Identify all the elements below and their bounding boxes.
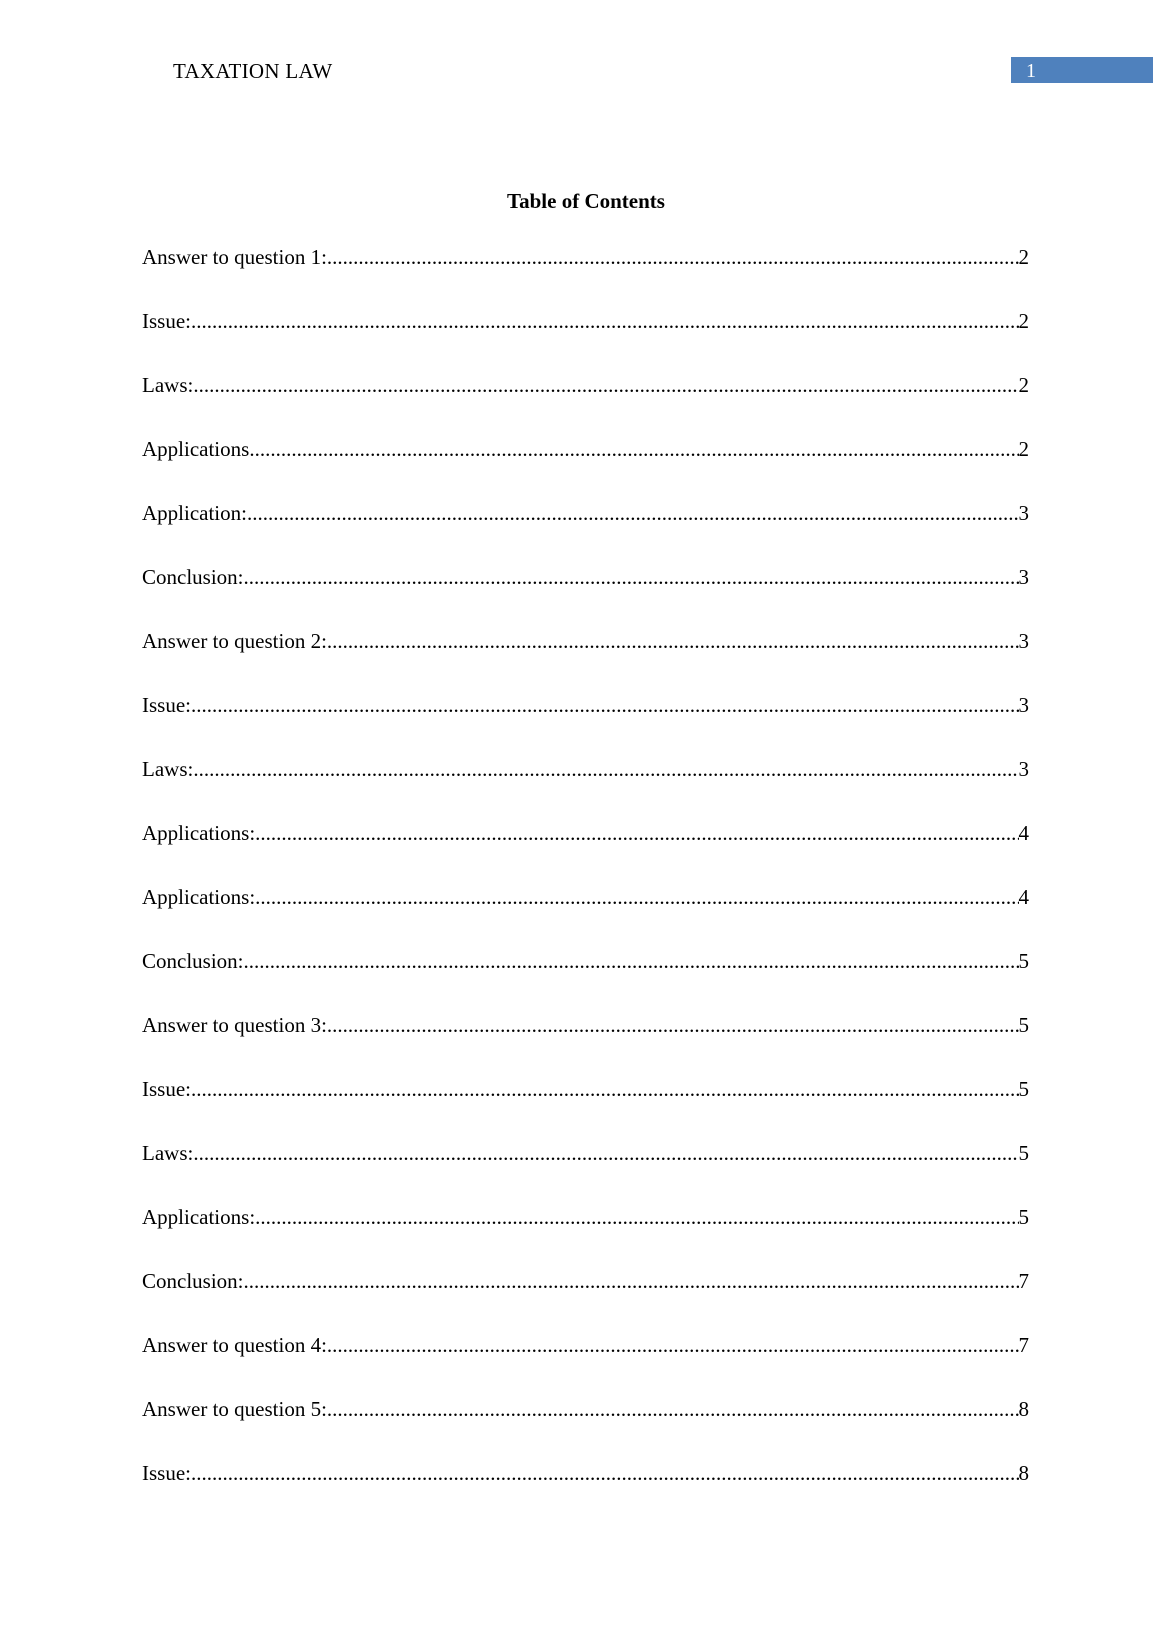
toc-entry-label: Answer to question 3:	[142, 1013, 327, 1037]
toc-entry-label: Application:	[142, 501, 247, 525]
toc-dot-leader	[191, 1459, 1019, 1487]
toc-entry-page: 3	[1018, 565, 1029, 589]
toc-entry[interactable]	[142, 819, 1029, 883]
toc-heading: Table of Contents	[507, 189, 665, 213]
toc-entry-page: 5	[1018, 1205, 1029, 1229]
toc-entry[interactable]	[142, 1203, 1029, 1267]
toc-entry[interactable]	[142, 243, 1029, 307]
toc-dot-leader	[247, 499, 1019, 527]
running-header-title: TAXATION LAW	[173, 59, 333, 83]
toc-entry[interactable]	[142, 435, 1029, 499]
toc-entry[interactable]	[142, 1075, 1029, 1139]
toc-entry-page: 2	[1018, 245, 1029, 269]
toc-entry-page: 7	[1018, 1333, 1029, 1357]
toc-entry-label: Applications:	[142, 821, 256, 845]
toc-entry[interactable]	[142, 1011, 1029, 1075]
toc-entry[interactable]	[142, 1331, 1029, 1395]
toc-entry-page: 2	[1018, 373, 1029, 397]
toc-entry-page: 5	[1018, 1013, 1029, 1037]
toc-entry[interactable]	[142, 1267, 1029, 1331]
toc-entry[interactable]	[142, 691, 1029, 755]
toc-entry-label: Answer to question 1:	[142, 245, 327, 269]
toc-dot-leader	[255, 1203, 1018, 1231]
toc-entry[interactable]	[142, 755, 1029, 819]
toc-dot-leader	[191, 1075, 1019, 1103]
toc-dot-leader	[327, 243, 1019, 271]
toc-dot-leader	[244, 563, 1019, 591]
toc-entry-page: 4	[1018, 821, 1029, 845]
toc-entry-page: 5	[1018, 949, 1029, 973]
toc-entry-page: 2	[1018, 437, 1029, 461]
toc-entry[interactable]	[142, 563, 1029, 627]
toc-dot-leader	[255, 883, 1018, 911]
toc-entry-page: 5	[1018, 1141, 1029, 1165]
toc-entry-page: 5	[1018, 1077, 1029, 1101]
toc-entry-label: Answer to question 5:	[142, 1397, 327, 1421]
toc-list	[142, 243, 1029, 1523]
toc-entry-label: Applications:	[142, 1205, 256, 1229]
toc-dot-leader	[327, 627, 1019, 655]
page-number-badge: 1	[1011, 57, 1153, 83]
toc-entry[interactable]	[142, 1459, 1029, 1523]
toc-dot-leader	[193, 371, 1018, 399]
toc-dot-leader	[327, 1331, 1019, 1359]
toc-entry-label: Applications:	[142, 885, 256, 909]
toc-entry[interactable]	[142, 499, 1029, 563]
toc-entry[interactable]	[142, 883, 1029, 947]
toc-entry-label: Answer to question 2:	[142, 629, 327, 653]
toc-dot-leader	[244, 1267, 1019, 1295]
toc-entry-label: Issue:	[142, 309, 191, 333]
toc-dot-leader	[255, 819, 1018, 847]
toc-dot-leader	[191, 691, 1019, 719]
toc-entry-page: 3	[1018, 501, 1029, 525]
toc-dot-leader	[249, 435, 1018, 463]
toc-entry-page: 3	[1018, 629, 1029, 653]
toc-entry-page: 8	[1018, 1461, 1029, 1485]
toc-dot-leader	[327, 1395, 1019, 1423]
toc-entry-page: 8	[1018, 1397, 1029, 1421]
toc-entry-label: Conclusion:	[142, 565, 244, 589]
toc-entry[interactable]	[142, 307, 1029, 371]
toc-entry-label: Laws:	[142, 373, 194, 397]
toc-entry-page: 3	[1018, 693, 1029, 717]
toc-entry-label: Issue:	[142, 693, 191, 717]
toc-entry-page: 2	[1018, 309, 1029, 333]
toc-entry-label: Laws:	[142, 1141, 194, 1165]
toc-entry[interactable]	[142, 371, 1029, 435]
toc-entry-label: Answer to question 4:	[142, 1333, 327, 1357]
toc-entry-page: 7	[1018, 1269, 1029, 1293]
toc-dot-leader	[244, 947, 1019, 975]
toc-dot-leader	[193, 755, 1018, 783]
toc-entry-label: Issue:	[142, 1077, 191, 1101]
toc-entry-page: 4	[1018, 885, 1029, 909]
toc-entry[interactable]	[142, 947, 1029, 1011]
toc-dot-leader	[193, 1139, 1018, 1167]
toc-entry-label: Applications	[142, 437, 250, 461]
toc-entry-label: Issue:	[142, 1461, 191, 1485]
toc-entry-label: Laws:	[142, 757, 194, 781]
toc-entry-page: 3	[1018, 757, 1029, 781]
toc-dot-leader	[191, 307, 1019, 335]
toc-entry-label: Conclusion:	[142, 1269, 244, 1293]
toc-entry[interactable]	[142, 1395, 1029, 1459]
toc-entry[interactable]	[142, 627, 1029, 691]
toc-entry-label: Conclusion:	[142, 949, 244, 973]
toc-entry[interactable]	[142, 1139, 1029, 1203]
toc-dot-leader	[327, 1011, 1019, 1039]
